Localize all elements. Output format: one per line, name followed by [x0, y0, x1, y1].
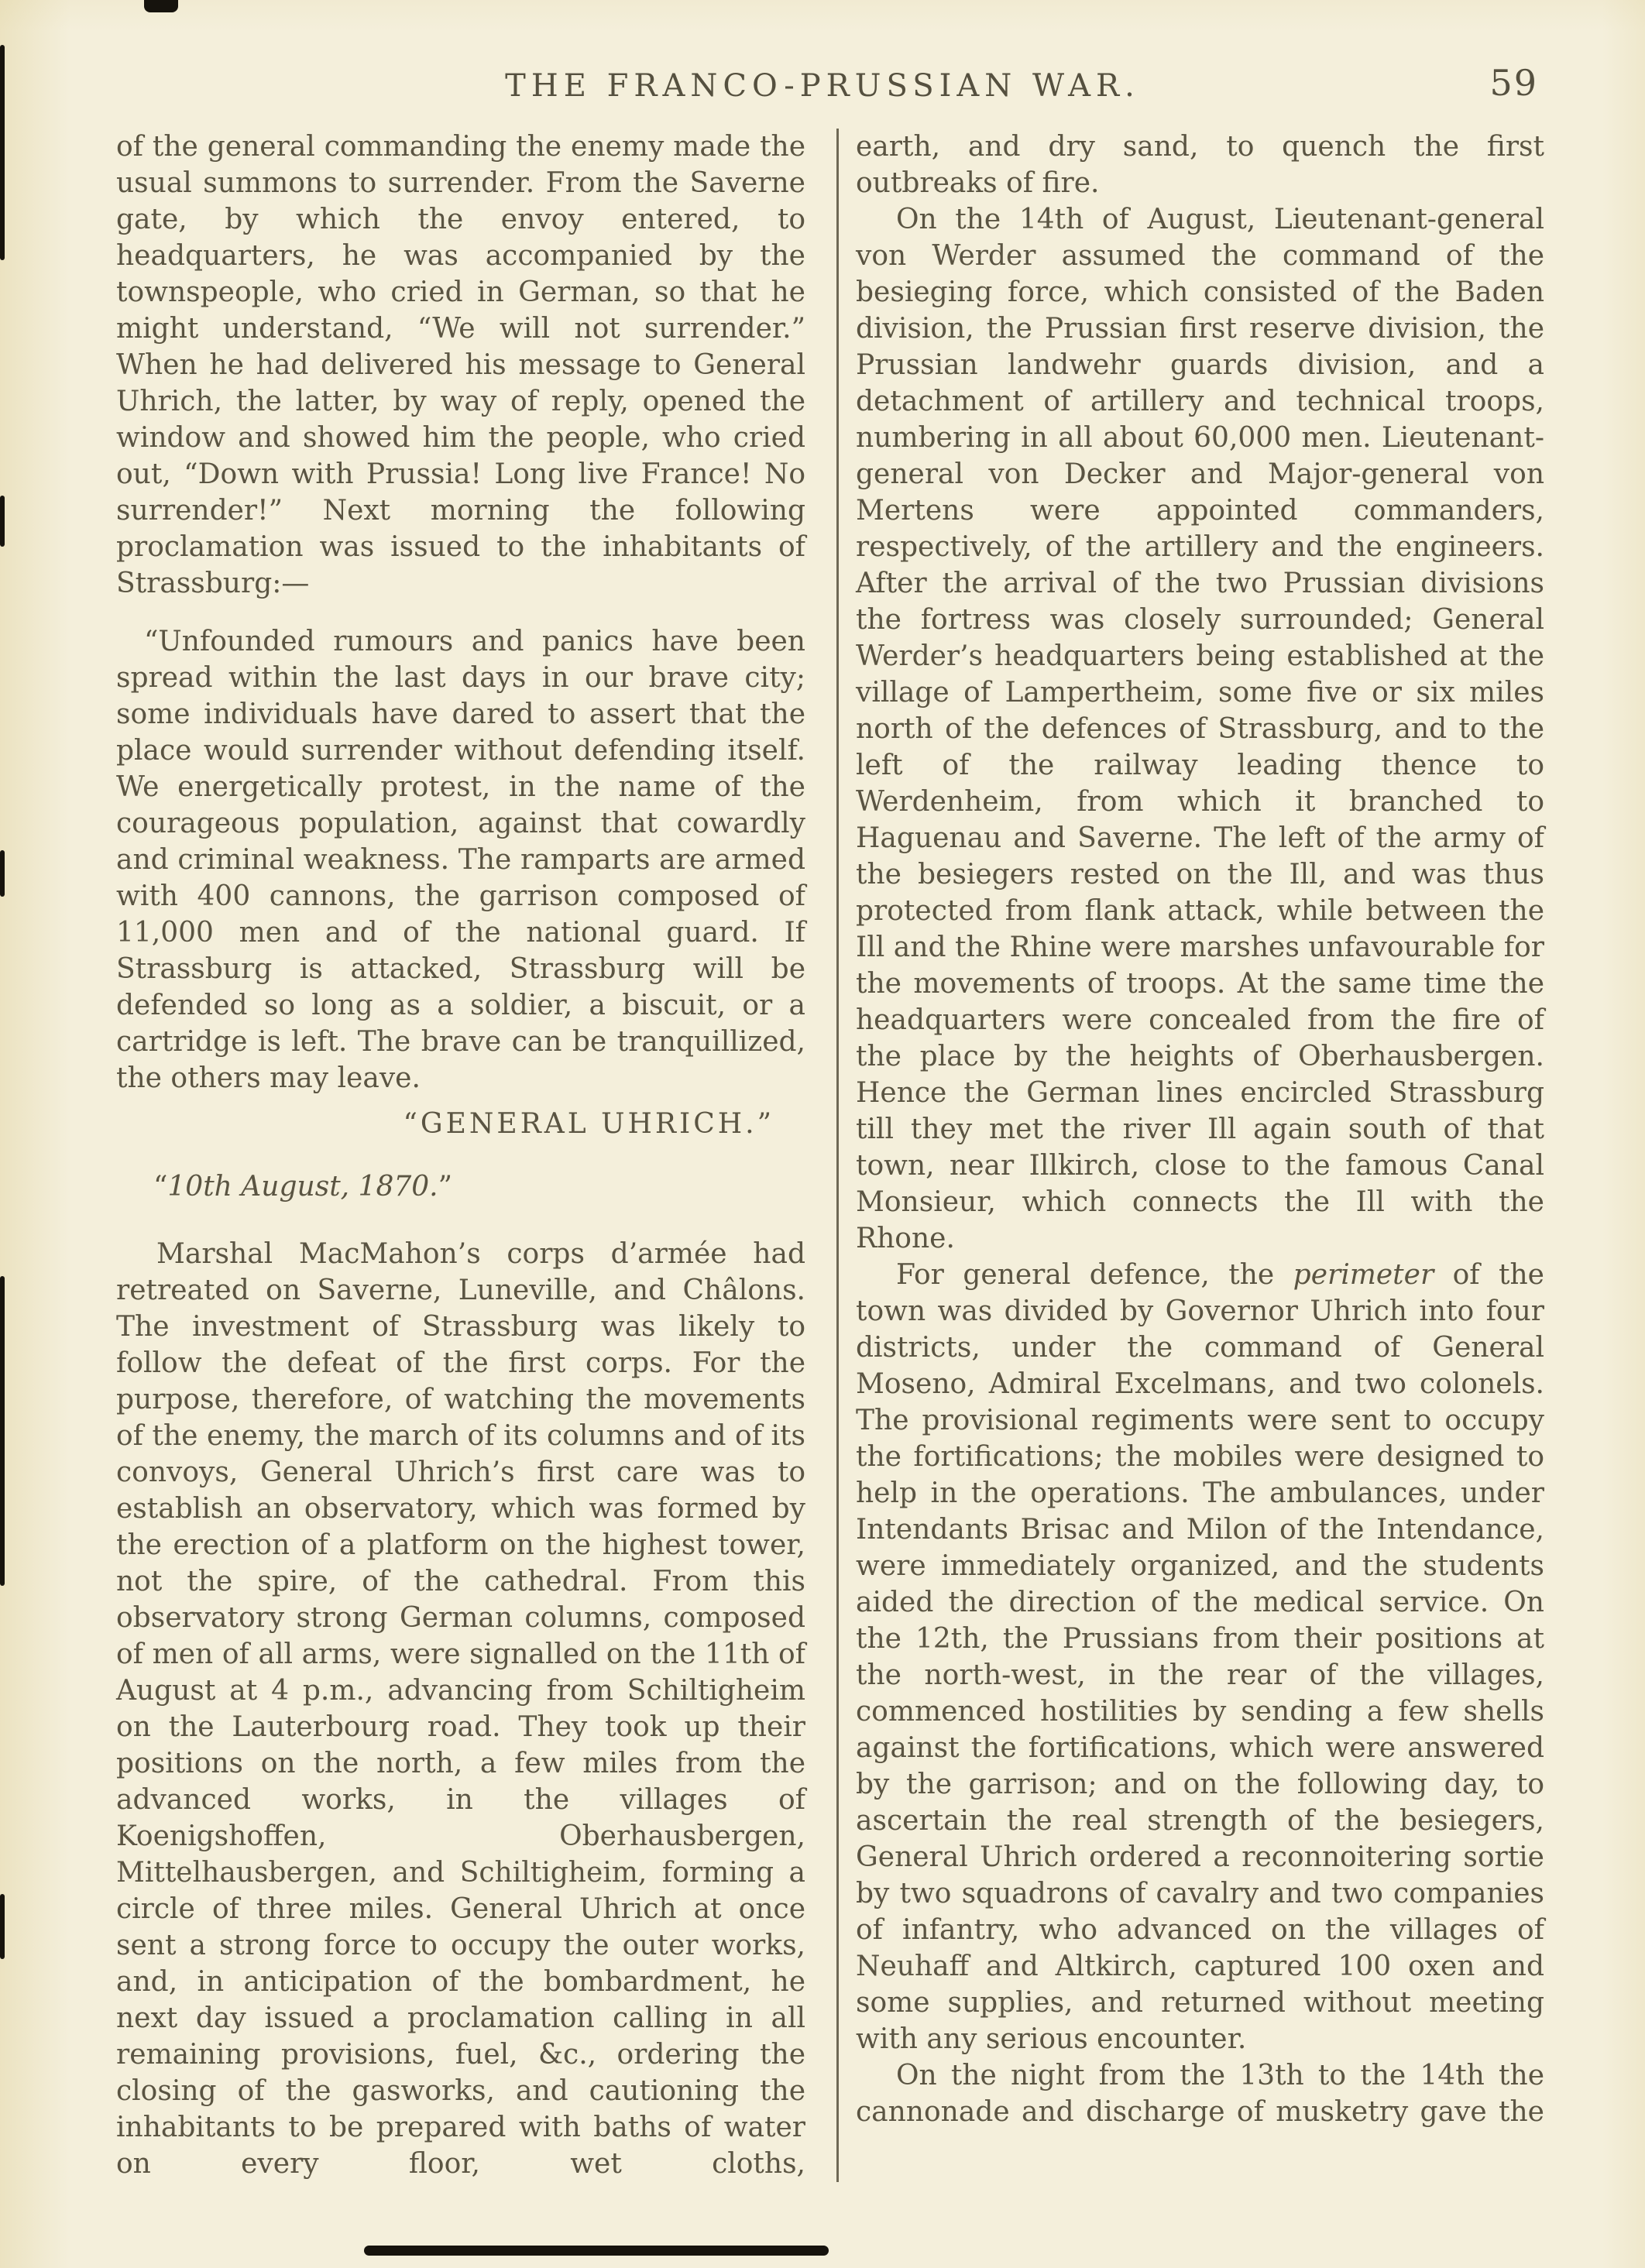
page-number: 59 [1489, 62, 1538, 104]
running-title: THE FRANCO-PRUSSIAN WAR. [505, 68, 1140, 104]
date-open-quote: “ [153, 1171, 168, 1203]
left-column [116, 129, 839, 2182]
scan-artifact-left-edge-2 [0, 496, 5, 547]
paragraph-macmahon: Marshal MacMahon’s corps d’armée had retreated on Saverne, Luneville, and Châlons. The investment of Strassburg was likely to follow the defeat of the first corps. For the purpose, therefore, of watching the movements of the enemy, the march of its columns and of its convoys, General Uhrich’s first care was to establish an observatory, which was formed by the erection of a platform on the highest tower, not the spire, of the cathedral. From this observatory strong German columns, composed of men of all arms, were signalled on the 11th of August at 4 p.m., advancing from Schiltigheim on the Lauterbourg road. They took up their positions on the north, a few miles from the advanced works, in the villages of Koenigshoffen, Oberhausbergen, Mittelhausbergen, and Schiltigheim, forming a circle of three miles. General Uhrich at once sent a strong force to occupy the outer works, and, in anticipation of the bombardment, he next day issued a proclamation calling in all remaining provisions, fuel, &c., ordering the closing of the gasworks, and cautioning the inhabitants to be prepared with baths of water on every floor, wet cloths, [116, 1238, 805, 2180]
scan-artifact-bottom-streak [364, 2246, 829, 2256]
page-header [0, 0, 1645, 104]
date-text: 10th August, 1870. [167, 1171, 438, 1203]
defence-text-pre: For general defence, the [896, 1259, 1293, 1291]
signature-line: “GENERAL UHRICH.” [403, 1108, 774, 1140]
defence-perimeter-italic: perimeter [1293, 1259, 1434, 1291]
paragraph-fire: earth, and dry sand, to quench the first outbreaks of fire. [856, 131, 1544, 199]
paragraph-defence [856, 1257, 1544, 2057]
scan-artifact-left-edge-1 [0, 45, 5, 260]
scan-artifact-left-edge-3 [0, 850, 5, 897]
right-column [839, 129, 1544, 2182]
paragraph-proclamation: “Unfounded rumours and panics have been spread within the last days in our brave city; some individuals have dared to assert that the place would surrender without defending itself. We energetically protest, in the name of the courageous population, against that cowardly and criminal weakness. The ramparts are armed with 400 cannons, the garrison composed of 11,000 men and of the national guard. If Strassburg is attacked, Strassburg will be defended so long as a soldier, a biscuit, or a cartridge is left. The brave can be tranquillized, the others may leave. [116, 626, 805, 1094]
two-column-text [116, 129, 1544, 2182]
scan-artifact-left-edge-5 [0, 1894, 5, 1959]
scan-artifact-top-notch [144, 0, 178, 12]
date-line [153, 1168, 805, 1205]
date-close-quote: ” [438, 1171, 453, 1203]
defence-text-post: of the town was divided by Governor Uhrich into four districts, under the command of General Moseno, Admiral Excelmans, and two colonels. The provisional regiments were sent to occupy the fortifications; the mobiles were designed to help in the operations. The ambulances, under Intendants Brisac and Milon of the Intendance, were immediately organized, and the students aided the direction of the medical service. On the 12th, the Prussians from their positions at the north-west, in the rear of the villages, commenced hostilities by sending a few shells against the fortifications, which were answered by the garrison; and on the following day, to ascertain the real strength of the besiegers, General Uhrich ordered a reconnoitering sortie by two squadrons of cavalry and two companies of infantry, who advanced on the villages of Neuhaff and Altkirch, captured 100 oxen and some supplies, and returned without meeting with any serious encounter. [856, 1259, 1544, 2055]
paragraph-surrender: of the general commanding the enemy made the usual summons to surrender. From the Saverne gate, by which the envoy entered, to headquarters, he was accompanied by the townspeople, who cried in German, so that he might understand, “We will not surrender.” When he had delivered his message to General Uhrich, the latter, by way of reply, opened the window and showed him the people, who cried out, “Down with Prussia! Long live France! No surrender!” Next morning the following proclamation was issued to the inhabitants of Strassburg:— [116, 131, 805, 599]
paragraph-werder: On the 14th of August, Lieutenant-general von Werder assumed the command of the besieging force, which consisted of the Baden division, the Prussian first reserve division, the Prussian landwehr guards division, and a detachment of artillery and technical troops, numbering in all about 60,000 men. Lieutenant-general von Decker and Major-general von Mertens were appointed commanders, respectively, of the artillery and the engineers. After the arrival of the two Prussian divisions the fortress was closely surrounded; General Werder’s headquarters being established at the village of Lampertheim, some five or six miles north of the defences of Strassburg, and to the left of the railway leading thence to Werdenheim, from which it branched to Haguenau and Saverne. The left of the army of the besiegers rested on the Ill, and was thus protected from flank attack, while between the Ill and the Rhine were marshes unfavourable for the movements of troops. At the same time the headquarters were concealed from the fire of the place by the heights of Oberhausbergen. Hence the German lines encircled Strassburg till they met the river Ill again south of that town, near Illkirch, close to the famous Canal Monsieur, which connects the Ill with the Rhone. [856, 204, 1544, 1254]
scan-artifact-left-edge-4 [0, 1276, 5, 1586]
paragraph-night: On the night from the 13th to the 14th the cannonade and discharge of musketry gave the [856, 2060, 1544, 2128]
